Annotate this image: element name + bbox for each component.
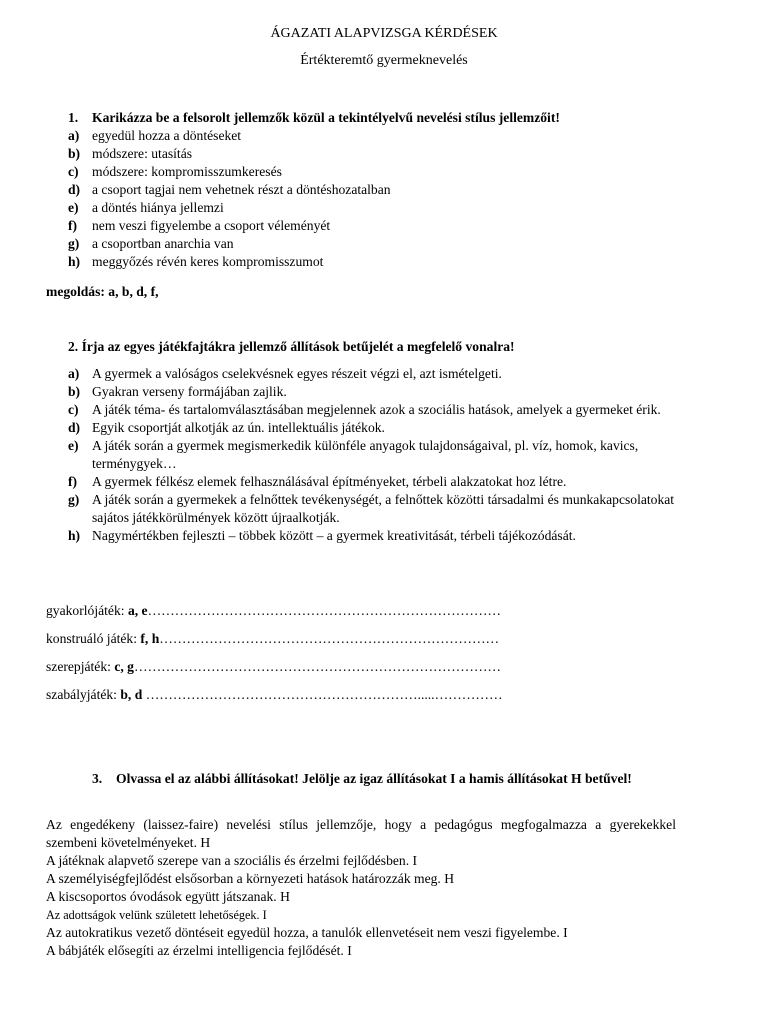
- option-label: b): [68, 146, 81, 161]
- option-label: h): [68, 254, 81, 269]
- statement: A bábjáték elősegíti az érzelmi intelligencia fejlődését. I: [46, 943, 352, 958]
- option-text: nem veszi figyelembe a csoport véleményét: [92, 218, 331, 233]
- list-item: [68, 127, 688, 145]
- list-item: [68, 217, 688, 235]
- answer-dots: …………………………………………………………………: [159, 631, 500, 646]
- option-text: a döntés hiánya jellemzi: [92, 200, 224, 215]
- option-text: a csoportban anarchia van: [92, 236, 234, 251]
- option-label: f): [68, 474, 78, 489]
- option-label: h): [68, 528, 81, 543]
- option-text: Gyakran verseny formájában zajlik.: [92, 384, 287, 399]
- list-item: [68, 491, 678, 527]
- answer-line-konstrualo-jatek: [46, 630, 499, 648]
- list-item: [68, 199, 688, 217]
- answer-line-gyakorlojatek: [46, 602, 501, 620]
- list-item: [68, 145, 688, 163]
- question-1-number: 1.: [68, 110, 79, 125]
- option-label: e): [68, 200, 79, 215]
- question-2-text: 2. Írja az egyes játékfajtákra jellemző állítások betűjelét a megfelelő vonalra!: [68, 339, 515, 354]
- question-1: [68, 109, 688, 127]
- option-label: e): [68, 438, 79, 453]
- question-3: [92, 770, 662, 788]
- option-text: A játék során a gyermek megismerkedik különféle anyagok tulajdonságaival, pl. víz, homok, kavics, terménygyek…: [92, 438, 639, 471]
- answer-line-szerepjatek: [46, 658, 501, 676]
- list-item: [68, 419, 678, 437]
- document-title: ÁGAZATI ALAPVIZSGA KÉRDÉSEK: [270, 26, 498, 41]
- list-item: [68, 253, 688, 271]
- question-1-solution: megoldás: a, b, d, f,: [46, 284, 159, 299]
- list-item: [68, 527, 678, 545]
- answer-name: szerepjáték:: [46, 659, 111, 674]
- option-text: egyedül hozza a döntéseket: [92, 128, 242, 143]
- option-label: d): [68, 420, 81, 435]
- question-1-text: Karikázza be a felsorolt jellemzők közül a tekintélyelvű nevelési stílus jellemzőit!: [92, 110, 560, 125]
- list-item: [68, 365, 678, 383]
- statement: Az autokratikus vezető döntéseit egyedül hozza, a tanulók ellenvetéseit nem veszi figyelembe. I: [46, 925, 568, 940]
- option-text: módszere: utasítás: [92, 146, 193, 161]
- answer-name: gyakorlójáték:: [46, 603, 125, 618]
- option-label: a): [68, 366, 80, 381]
- statement: A személyiségfejlődést elsősorban a környezeti hatások határozzák meg. H: [46, 871, 455, 886]
- question-3-text: Olvassa el az alábbi állításokat! Jelölje az igaz állításokat I a hamis állításokat H betűvel!: [116, 771, 632, 786]
- option-text: A gyermek félkész elemek felhasználásával építményeket, térbeli alakzatokat hoz létre.: [92, 474, 567, 489]
- statement: A kiscsoportos óvodások együtt játszanak. H: [46, 889, 290, 904]
- question-1-options: [68, 127, 688, 271]
- list-item: [68, 163, 688, 181]
- option-label: d): [68, 182, 81, 197]
- list-item: [68, 383, 678, 401]
- option-text: A gyermek a valóságos cselekvésnek egyes részeit végzi el, azt ismételgeti.: [92, 366, 502, 381]
- list-item: [68, 181, 688, 199]
- statement: Az engedékeny (laissez-faire) nevelési stílus jellemzője, hogy a pedagógus megfogalmazza a gyerekekkel szembeni követelményeket. H: [46, 817, 676, 850]
- list-item: [68, 235, 688, 253]
- answer-dots: ……………………………………………………………………: [147, 603, 502, 618]
- answer-line-szabalyjatek: [46, 686, 503, 704]
- option-text: A játék téma- és tartalomválasztásában megjelennek azok a szociális hatások, amelyek a gyermeket érik.: [92, 402, 661, 417]
- option-text: A játék során a gyermekek a felnőttek tevékenységét, a felnőttek közötti társadalmi és munkakapcsolatokat sajátos játékkörülmények között újraalkotják.: [92, 492, 675, 525]
- answer-dots: …………………………………………………….....……………: [142, 687, 503, 702]
- answer-value: c, g: [114, 659, 134, 674]
- option-text: Nagymértékben fejleszti – többek között – a gyermek kreativitását, térbeli tájékozódását.: [92, 528, 576, 543]
- option-label: c): [68, 164, 79, 179]
- answer-dots: ………………………………………………………………………: [133, 659, 501, 674]
- question-3-statements: [46, 816, 676, 960]
- list-item: [68, 437, 678, 473]
- option-label: a): [68, 128, 80, 143]
- option-label: g): [68, 492, 80, 507]
- option-label: g): [68, 236, 80, 251]
- question-2-options: [68, 365, 678, 545]
- answer-name: konstruáló játék:: [46, 631, 137, 646]
- answer-name: szabályjáték:: [46, 687, 117, 702]
- option-text: a csoport tagjai nem vehetnek részt a döntéshozatalban: [92, 182, 391, 197]
- answer-value: a, e: [127, 603, 148, 618]
- list-item: [68, 473, 678, 491]
- option-text: meggyőzés révén keres kompromisszumot: [92, 254, 324, 269]
- option-text: Egyik csoportját alkotják az ún. intellektuális játékok.: [92, 420, 385, 435]
- option-label: b): [68, 384, 81, 399]
- document-subtitle: Értékteremtő gyermeknevelés: [300, 53, 468, 68]
- option-label: f): [68, 218, 78, 233]
- list-item: [68, 401, 678, 419]
- answer-value: b, d: [120, 687, 143, 702]
- option-label: c): [68, 402, 79, 417]
- statement: A játéknak alapvető szerepe van a szociális és érzelmi fejlődésben. I: [46, 853, 418, 868]
- question-3-number: 3.: [92, 771, 103, 786]
- option-text: módszere: kompromisszumkeresés: [92, 164, 282, 179]
- answer-value: f, h: [140, 631, 160, 646]
- statement: Az adottságok velünk született lehetőségek. I: [46, 908, 267, 922]
